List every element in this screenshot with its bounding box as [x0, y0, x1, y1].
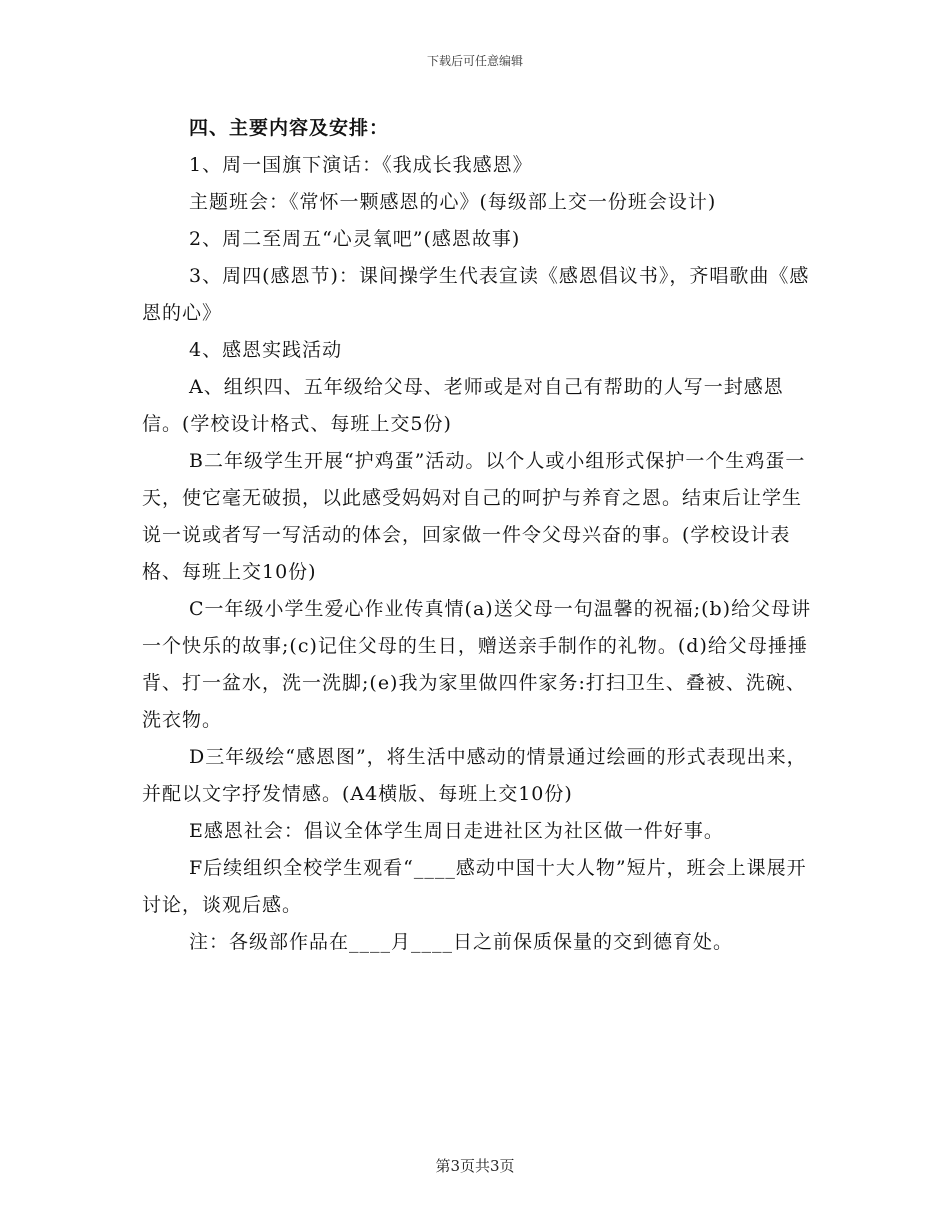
page-footer: 第3页共3页 — [435, 1157, 515, 1175]
section-heading: 四、主要内容及安排： — [189, 117, 390, 139]
paragraph-e: E感恩社会：倡议全体学生周日走进社区为社区做一件好事。 — [189, 820, 724, 842]
paragraph-class-meeting: 主题班会：《常怀一颗感恩的心》(每级部上交一份班会设计) — [189, 191, 717, 213]
document-body — [142, 110, 812, 961]
paragraph-2: 2、周二至周五“心灵氧吧”(感恩故事) — [189, 228, 521, 250]
paragraph-1: 1、周一国旗下演话：《我成长我感恩》 — [189, 154, 533, 176]
paragraph-d: D三年级绘“感恩图”，将生活中感动的情景通过绘画的形式表现出来，并配以文字抒发情感。(A4横版、每班上交10份) — [142, 746, 807, 805]
paragraph-b: B二年级学生开展“护鸡蛋”活动。以个人或小组形式保护一个生鸡蛋一天，使它毫无破损，以此感受妈妈对自己的呵护与养育之恩。结束后让学生说一说或者写一写活动的体会，回家做一件令父母兴奋的事。(学校设计表格、每班上交10份) — [142, 450, 806, 583]
paragraph-4: 4、感恩实践活动 — [189, 339, 343, 361]
paragraph-f: F后续组织全校学生观看“____感动中国十大人物”短片，班会上课展开讨论，谈观后感。 — [142, 857, 807, 916]
paragraph-note: 注：各级部作品在____月____日之前保质保量的交到德育处。 — [189, 931, 734, 953]
page-header: 下载后可任意编辑 — [426, 54, 523, 68]
paragraph-a: A、组织四、五年级给父母、老师或是对自己有帮助的人写一封感恩信。(学校设计格式、每班上交5份) — [142, 376, 784, 435]
paragraph-c: C一年级小学生爱心作业传真情(a)送父母一句温馨的祝福;(b)给父母讲一个快乐的故事;(c)记住父母的生日，赠送亲手制作的礼物。(d)给父母捶捶背、打一盆水，洗一洗脚;(e)我为家里做四件家务:打扫卫生、叠被、洗碗、洗衣物。 — [142, 598, 812, 731]
paragraph-3: 3、周四(感恩节)：课间操学生代表宣读《感恩倡议书》，齐唱歌曲《感恩的心》 — [142, 265, 810, 324]
